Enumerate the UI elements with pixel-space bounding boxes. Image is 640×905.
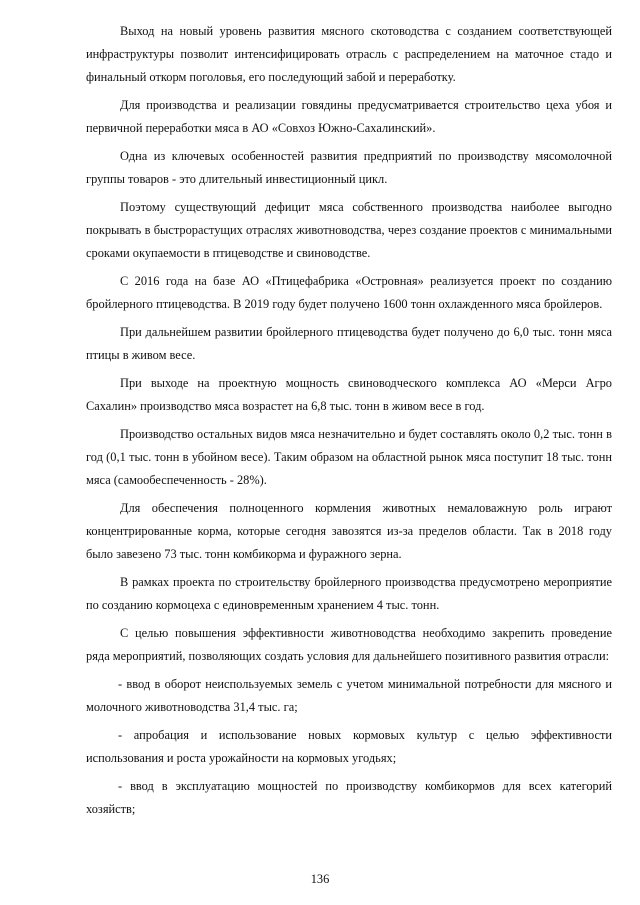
paragraph: С 2016 года на базе АО «Птицефабрика «Островная» реализуется проект по созданию бройлерного птицеводства. В 2019 году будет получено 1600 тонн охлажденного мяса бройлеров. [86,274,612,311]
list-item: - ввод в эксплуатацию мощностей по производству комбикормов для всех категорий хозяйств; [86,779,612,816]
paragraph: При выходе на проектную мощность свиноводческого комплекса АО «Мерси Агро Сахалин» производство мяса возрастет на 6,8 тыс. тонн в живом весе в год. [86,376,612,413]
paragraph: Для обеспечения полноценного кормления животных немаловажную роль играют концентрированные корма, которые сегодня завозятся из-за пределов области. Так в 2018 году было завезено 73 тыс. тонн комбикорма и фуражного зерна. [86,501,612,561]
paragraph: Одна из ключевых особенностей развития предприятий по производству мясомолочной группы товаров - это длительный инвестиционный цикл. [86,149,612,186]
paragraph: Выход на новый уровень развития мясного скотоводства с созданием соответствующей инфраструктуры позволит интенсифицировать отрасль с распределением на маточное стадо и финальный откорм поголовья, его последующий забой и переработку. [86,24,612,84]
paragraph: При дальнейшем развитии бройлерного птицеводства будет получено до 6,0 тыс. тонн мяса птицы в живом весе. [86,325,612,362]
paragraph: С целью повышения эффективности животноводства необходимо закрепить проведение ряда мероприятий, позволяющих создать условия для дальнейшего позитивного развития отрасли: [86,626,612,663]
list-item: - апробация и использование новых кормовых культур с целью эффективности использования и роста урожайности на кормовых угодьях; [86,728,612,765]
paragraph: Для производства и реализации говядины предусматривается строительство цеха убоя и первичной переработки мяса в АО «Совхоз Южно-Сахалинский». [86,98,612,135]
list-item: - ввод в оборот неиспользуемых земель с учетом минимальной потребности для мясного и молочного животноводства 31,4 тыс. га; [86,677,612,714]
paragraph: Производство остальных видов мяса незначительно и будет составлять около 0,2 тыс. тонн в год (0,1 тыс. тонн в убойном весе). Таким образом на областной рынок мяса поступит 18 тыс. тонн мяса (самообеспеченность - 28%). [86,427,612,487]
page-number: 136 [310,872,330,886]
paragraph: В рамках проекта по строительству бройлерного производства предусмотрено мероприятие по созданию кормоцеха с единовременным хранением 4 тыс. тонн. [86,575,612,612]
paragraph: Поэтому существующий дефицит мяса собственного производства наиболее выгодно покрывать в быстрорастущих отраслях животноводства, через создание проектов с минимальными сроками окупаемости в птицеводстве и свиноводстве. [86,200,612,260]
